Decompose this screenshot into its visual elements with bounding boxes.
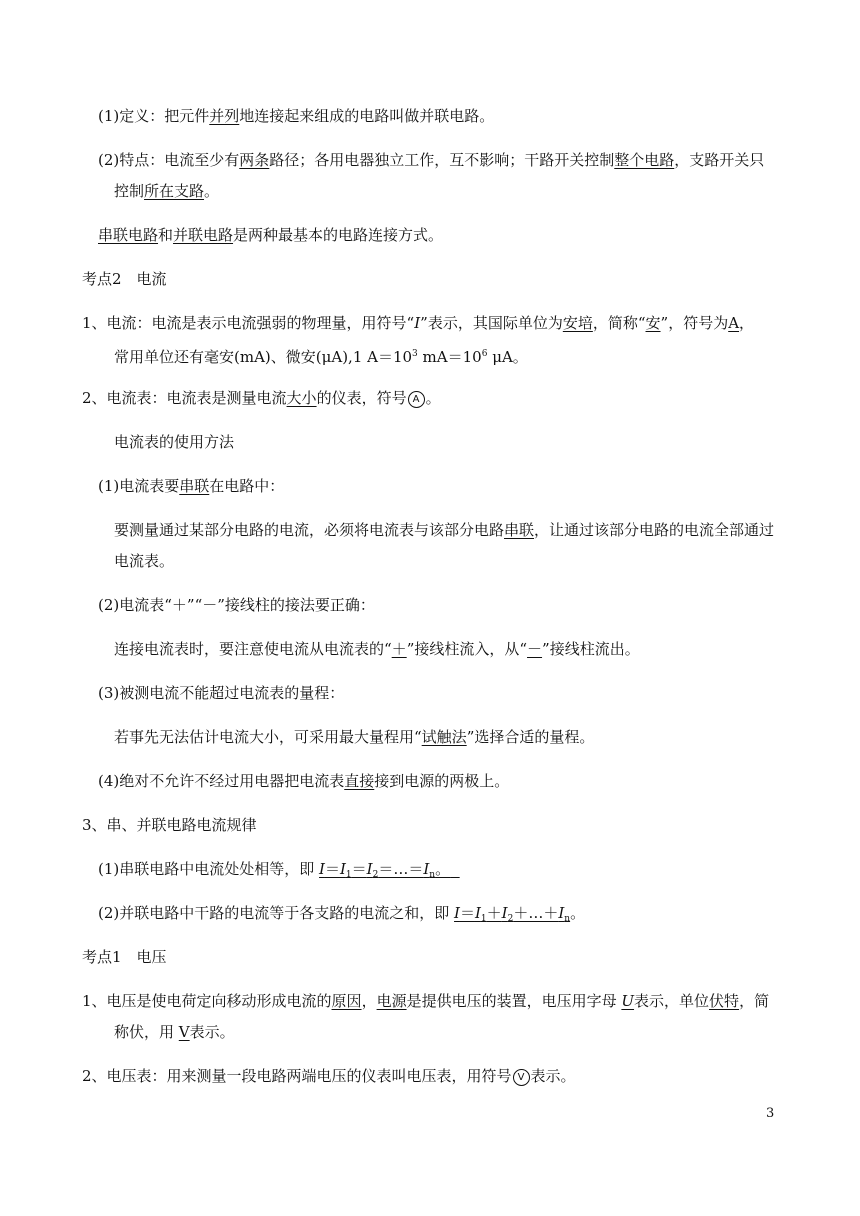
series-current-law: (1)串联电路中电流处处相等，即 $I=I_1=I_2=\dots=I_n$。 [98, 859, 460, 885]
parallel-features-cont: 控制所在支路。 [114, 182, 220, 200]
basic-connection-note: 串联电路和并联电路是两种最基本的电路连接方式。 [98, 226, 444, 244]
current-units: 常用单位还有毫安(mA)、微安(μA),1 $A=10^3$ $mA=10^6$ μA。 [114, 348, 528, 366]
voltage-heading: 考点1 电压 [82, 948, 167, 966]
ammeter-definition: 2、电流表：电流表是测量电流大小的仪表，符号 A 。 [82, 389, 441, 407]
page-number: 3 [766, 1106, 775, 1121]
parallel-current-law: (2)并联电路中干路的电流等于各支路的电流之和，即 $I=I_1+I_2+\dots+I_n$。 [98, 904, 586, 924]
parallel-definition: (1)定义：把元件并列地连接起来组成的电路叫做并联电路。 [98, 107, 495, 125]
series-formula: $I=I_1=I_2=\dots=I_n$。 [319, 860, 451, 880]
voltmeter-definition: 2、电压表：用来测量一段电路两端电压的仪表叫电压表，用符号 V 表示。 [82, 1067, 576, 1085]
parallel-formula: $I=I_1+I_2+\dots+I_n$ [454, 904, 571, 924]
rule-1: (1)电流表要串联在电路中： [98, 477, 285, 495]
voltmeter-symbol-icon: V [513, 1069, 530, 1086]
rule-3-detail: 若事先无法估计电流大小，可采用最大量程用“试触法”选择合适的量程。 [114, 728, 595, 746]
rule-4: (4)绝对不允许不经过用电器把电流表直接接到电源的两极上。 [98, 772, 510, 790]
rule-3: (3)被测电流不能超过电流表的量程： [98, 684, 345, 702]
ammeter-usage-title: 电流表的使用方法 [114, 433, 235, 451]
rule-2-detail: 连接电流表时，要注意使电流从电流表的“＋”接线柱流入，从“－”接线柱流出。 [114, 640, 640, 658]
voltage-definition: 1、电压是使电荷定向移动形成电流的原因，电源是提供电压的装置，电压用字母 U表示，单位伏特，简 [82, 992, 770, 1010]
voltage-unit: 称伏，用 V表示。 [114, 1023, 235, 1041]
current-definition: 1、电流：电流是表示电流强弱的物理量，用符号“I”表示，其国际单位为安培，简称“安”，符号为A， [82, 314, 755, 332]
rule-1-detail-cont: 电流表。 [114, 552, 175, 570]
current-heading: 考点2 电流 [82, 270, 167, 288]
current-laws-heading: 3、串、并联电路电流规律 [82, 816, 257, 834]
rule-1-detail: 要测量通过某部分电路的电流，必须将电流表与该部分电路串联，让通过该部分电路的电流全部通过 [114, 521, 775, 539]
rule-2: (2)电流表“＋”“－”接线柱的接法要正确： [98, 596, 375, 614]
ammeter-symbol-icon: A [408, 391, 425, 408]
parallel-features: (2)特点：电流至少有两条路径；各用电器独立工作，互不影响；干路开关控制整个电路，支路开关只 [98, 151, 765, 169]
